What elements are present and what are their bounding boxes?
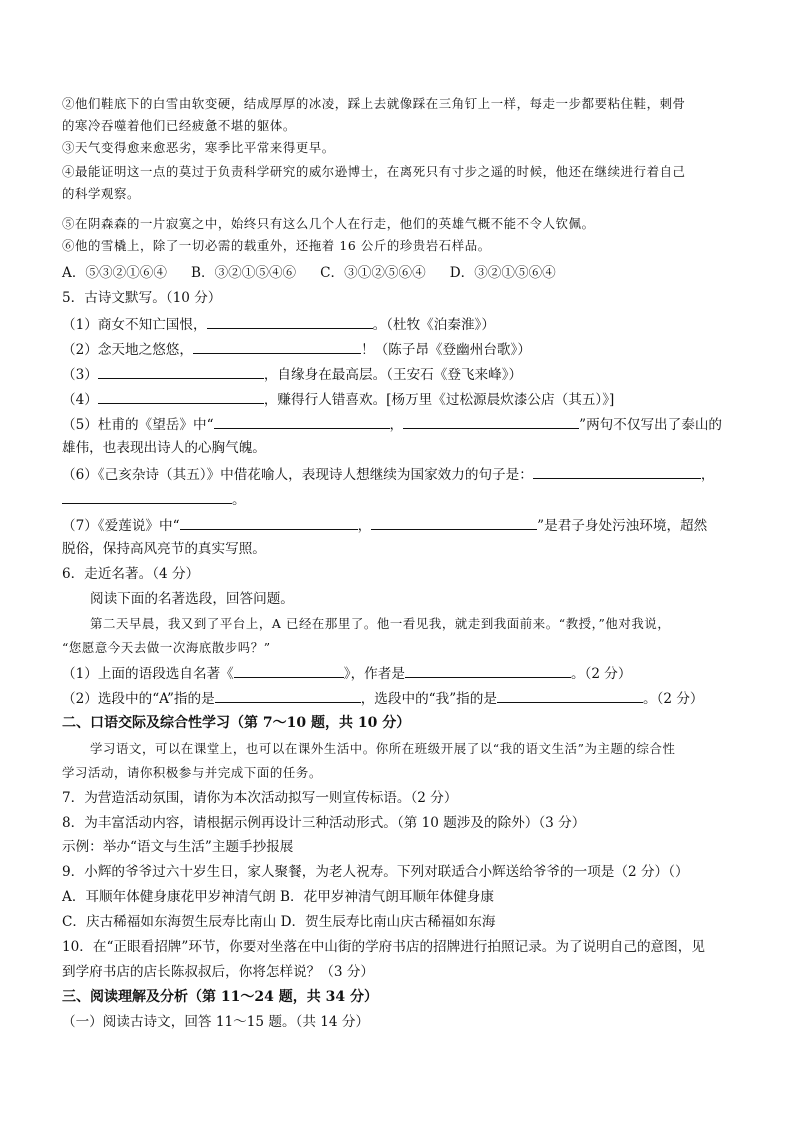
q9: 9．小辉的爷爷过六十岁生日，家人聚餐，为老人祝寿。下列对联适合小辉送给爷爷的一项是（2 分）（） <box>62 864 689 880</box>
q6-2-prefix: （2）选段中的“A”指的是 <box>62 691 215 707</box>
sentence-2-line-2: 的寒冷吞噬着他们已经疲惫不堪的躯体。 <box>62 118 296 133</box>
q6-2-me-label: ，选段中的“我”指的是 <box>360 691 497 707</box>
q6-passage-line-2: “您愿意今天去做一次海底散步吗？” <box>62 640 271 655</box>
q5-4-blank[interactable] <box>98 389 264 404</box>
q6-1-author-label: 》，作者是 <box>343 666 405 682</box>
q5-item-7 <box>62 515 707 536</box>
q6-2-a-blank[interactable] <box>215 688 361 703</box>
q5-5-blank-1[interactable] <box>214 414 390 429</box>
q5-3-prefix: （3） <box>62 367 98 383</box>
q6-1-score: 。（2 分） <box>570 666 632 682</box>
q7: 7．为营造活动氛围，请你为本次活动拟写一则宣传标语。（2 分） <box>62 790 458 806</box>
q6-passage-line-1: 第二天早晨，我又到了平台上，A 已经在那里了。他一看见我，就走到我面前来。“教授，”他对我说， <box>90 616 671 631</box>
q5-item-4 <box>62 389 614 410</box>
q5-item-2 <box>62 339 531 360</box>
sentence-5: ⑤在阴森森的一片寂寞之中，始终只有这么几个人在行走，他们的英雄气概不能不令人钦佩。 <box>62 216 595 231</box>
q5-item-6-cont <box>62 489 246 510</box>
q6-item-1 <box>62 663 632 684</box>
q5-4-prefix: （4） <box>62 392 98 408</box>
q5-6-comma: ， <box>700 467 715 483</box>
q5-5-suffix: ”两句不仅写出了泰山的 <box>579 417 723 433</box>
q5-6-prefix: （6）《己亥杂诗（其五）》中借花喻人，表现诗人想继续为国家效力的句子是： <box>62 467 533 483</box>
q8: 8．为丰富活动内容，请根据示例再设计三种活动形式。（第 10 题涉及的除外）（3 分） <box>62 815 586 831</box>
sentence-4-line-1: ④最能证明这一点的莫过于负责科学研究的威尔逊博士，在离死只有寸步之遥的时候，他还在继续进行着自己 <box>62 164 686 179</box>
q5-title: 5．古诗文默写。（10 分） <box>62 290 222 306</box>
q9-options-cd: C．庆古稀福如东海贺生辰寿比南山 D．贺生辰寿比南山庆古稀福如东海 <box>62 914 496 930</box>
q5-3-blank[interactable] <box>98 364 264 379</box>
q5-7-blank-1[interactable] <box>180 515 358 530</box>
q6-item-2 <box>62 688 704 709</box>
section-2-intro-line-1: 学习语文，可以在课堂上，也可以在课外生活中。你所在班级开展了以“我的语文生活”为主题的综合性 <box>90 741 676 756</box>
q5-6-blank-2[interactable] <box>62 489 232 504</box>
q5-item-7-cont: 脱俗，保持高风亮节的真实写照。 <box>62 541 266 557</box>
q5-2-prefix: （2）念天地之悠悠， <box>62 342 193 358</box>
q4-option-a: A．⑤③②①⑥④ <box>62 265 167 281</box>
q4-options <box>62 263 556 283</box>
sentence-2-line-1: ②他们鞋底下的白雪由软变硬，结成厚厚的冰凌，踩上去就像踩在三角钉上一样，每走一步都要粘住鞋，刺骨 <box>62 96 686 111</box>
q6-1-prefix: （1）上面的语段选自名著《 <box>62 666 234 682</box>
sentence-3: ③天气变得愈来愈恶劣，寒季比平常来得更早。 <box>62 140 335 155</box>
q8-example: 示例：举办“语文与生活”主题手抄报展 <box>62 839 294 855</box>
q6-2-me-blank[interactable] <box>497 688 643 703</box>
q5-item-6 <box>62 464 714 485</box>
q5-7-blank-2[interactable] <box>371 515 537 530</box>
q5-5-comma: ， <box>389 417 404 433</box>
q5-item-1 <box>62 314 495 335</box>
q5-7-comma: ， <box>357 518 372 534</box>
q5-2-suffix: ！（陈子昂《登幽州台歌》） <box>361 342 531 358</box>
q5-1-prefix: （1）商女不知亡国恨， <box>62 317 207 333</box>
q6-1-author-blank[interactable] <box>405 663 571 678</box>
q4-option-d: D．③②①⑤⑥④ <box>449 265 556 281</box>
q10-line-2: 到学府书店的店长陈叔叔后，你将怎样说？（3 分） <box>62 964 375 980</box>
q6-title: 6．走近名著。（4 分） <box>62 566 200 582</box>
q5-6-blank-1[interactable] <box>533 464 701 479</box>
q4-option-b: B．③②①⑤④⑥ <box>190 265 297 281</box>
sentence-6: ⑥他的雪橇上，除了一切必需的载重外，还拖着 16 公斤的珍贵岩石样品。 <box>62 238 491 253</box>
section-3-heading: 三、阅读理解及分析（第 11～24 题，共 34 分） <box>62 989 378 1005</box>
q5-3-suffix: ，自缘身在最高层。（王安石《登飞来峰》） <box>263 367 523 383</box>
section-3-sub: （一）阅读古诗文，回答 11～15 题。（共 14 分） <box>62 1014 370 1030</box>
q5-item-3 <box>62 364 522 385</box>
q4-option-c: C．③①②⑤⑥④ <box>320 265 426 281</box>
q10-line-1: 10．在“正眼看招牌”环节，你要对坐落在中山街的学府书店的招牌进行拍照记录。为了说明自己的意图，见 <box>62 939 705 955</box>
q9-options-ab: A．耳顺年体健身康花甲岁神清气朗 B．花甲岁神清气朗耳顺年体健身康 <box>62 889 494 905</box>
section-2-intro-line-2: 学习活动，请你积极参与并完成下面的任务。 <box>62 765 322 780</box>
q5-1-blank[interactable] <box>207 314 373 329</box>
q5-2-blank[interactable] <box>193 339 361 354</box>
q5-6-period: 。 <box>232 492 246 508</box>
q6-1-book-blank[interactable] <box>234 663 344 678</box>
q5-7-prefix: （7）《爱莲说》中“ <box>62 518 180 534</box>
q5-7-suffix: ”是君子身处污浊环境，超然 <box>537 518 708 534</box>
q5-4-suffix: ，赚得行人错喜欢。[杨万里《过松源晨炊漆公店（其五）》] <box>263 392 615 408</box>
q6-intro: 阅读下面的名著选段，回答问题。 <box>90 591 294 607</box>
q5-1-suffix: 。（杜牧《泊秦淮》） <box>372 317 495 333</box>
q5-5-prefix: （5）杜甫的《望岳》中“ <box>62 417 214 433</box>
q5-item-5 <box>62 414 722 435</box>
sentence-4-line-2: 的科学观察。 <box>62 186 140 201</box>
q5-item-5-cont: 雄伟，也表现出诗人的心胸气魄。 <box>62 440 266 456</box>
q5-5-blank-2[interactable] <box>403 414 579 429</box>
section-2-heading: 二、口语交际及综合性学习（第 7～10 题，共 10 分） <box>62 715 411 731</box>
q6-2-score: 。（2 分） <box>642 691 704 707</box>
